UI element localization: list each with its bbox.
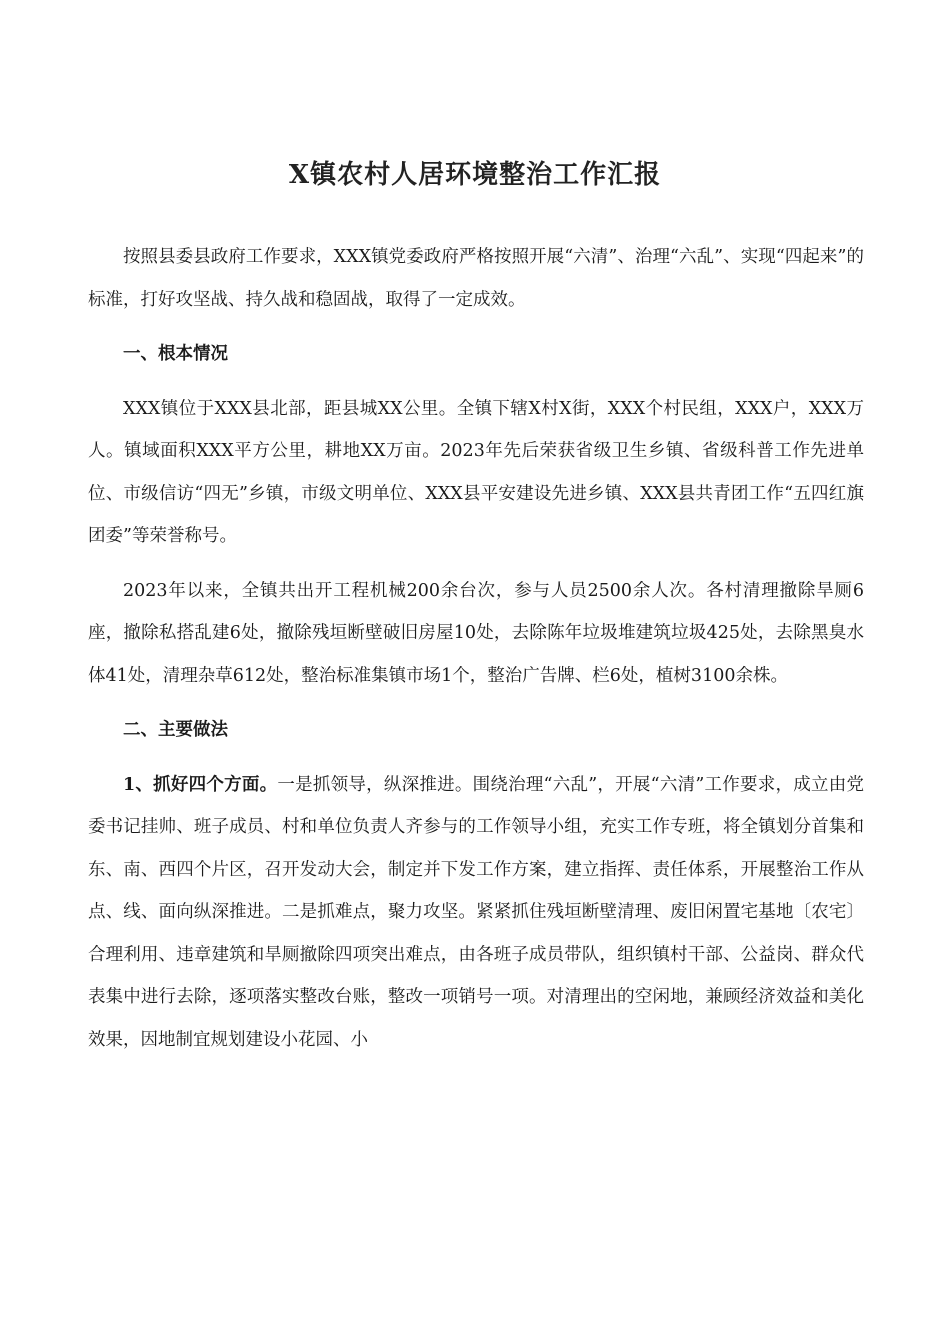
basic-info-paragraph: XXX镇位于XXX县北部，距县城XX公里。全镇下辖X村X街，XXX个村民组，XXX户，XXX万人。镇域面积XXX平方公里，耕地XX万亩。2023年先后荣获省级卫生乡镇、省级科普工作先进单位、市级信访“四无”乡镇，市级文明单位、XXX县平安建设先进乡镇、XXX县共青团工作“五四红旗团委”等荣誉称号。 <box>88 398 864 546</box>
intro-paragraph: 按照县委县政府工作要求，XXX镇党委政府严格按照开展“六清”、治理“六乱”、实现“四起来”的标准，打好攻坚战、持久战和稳固战，取得了一定成效。 <box>88 247 864 310</box>
section-heading-measures: 二、主要做法 <box>123 720 228 740</box>
measure-item-lead: 1、抓好四个方面。 <box>123 774 278 795</box>
work-results-paragraph: 2023年以来，全镇共出开工程机械200余台次，参与人员2500余人次。各村清理撤除旱厕6座，撤除私搭乱建6处，撤除残垣断壁破旧房屋10处，去除陈年垃圾堆建筑垃圾425处，去除黑臭水体41处，清理杂草612处，整治标准集镇市场1个，整治广告牌、栏6处，植树3100余株。 <box>88 580 864 686</box>
measure-item-paragraph <box>88 764 864 1062</box>
section-heading-basic: 一、根本情况 <box>123 344 228 364</box>
measure-item-body: 一是抓领导，纵深推进。围绕治理“六乱”，开展“六清”工作要求，成立由党委书记挂帅、班子成员、村和单位负责人齐参与的工作领导小组，充实工作专班，将全镇划分首集和东、南、西四个片区，召开发动大会，制定并下发工作方案，建立指挥、责任体系，开展整治工作从点、线、面向纵深推进。二是抓难点，聚力攻坚。紧紧抓住残垣断壁清理、废旧闲置宅基地〔农宅〕合理利用、违章建筑和旱厕撤除四项突出难点，由各班子成员带队，组织镇村干部、公益岗、群众代表集中进行去除，逐项落实整改台账，整改一项销号一项。对清理出的空闲地，兼顾经济效益和美化效果，因地制宜规划建设小花园、小 <box>88 774 864 1050</box>
document-body <box>88 236 864 1061</box>
document-title: X镇农村人居环境整治工作汇报 <box>288 160 662 190</box>
